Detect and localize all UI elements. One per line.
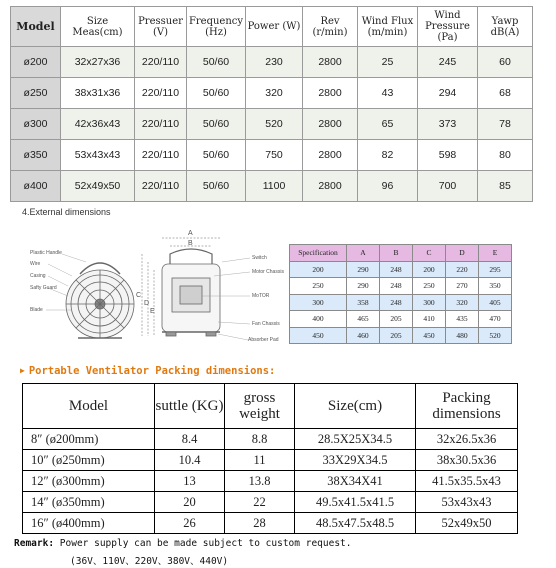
spec-cell: 65 xyxy=(358,109,418,140)
packing-cell: 20 xyxy=(155,492,225,513)
dimension-cell: 205 xyxy=(380,327,413,344)
dimension-cell: 358 xyxy=(347,294,380,311)
spec-cell: 50/60 xyxy=(187,78,246,109)
ventilator-diagram xyxy=(22,226,284,356)
spec-cell: 700 xyxy=(418,171,478,202)
packing-header-cell: gross weight xyxy=(225,384,295,429)
packing-cell: 41.5x35.5x43 xyxy=(416,471,518,492)
dimension-header-row xyxy=(290,245,512,262)
packing-header-row xyxy=(23,384,518,429)
dimension-cell: 290 xyxy=(347,278,380,295)
spec-header-cell: Size Meas(cm) xyxy=(61,7,135,47)
spec-cell: ø400 xyxy=(11,171,61,202)
spec-cell: 220/110 xyxy=(135,78,187,109)
packing-heading-text: Portable Ventilator Packing dimensions: xyxy=(28,365,276,377)
table-row xyxy=(290,327,512,344)
spec-cell: 50/60 xyxy=(187,47,246,78)
spec-header-cell: Model xyxy=(11,7,61,47)
spec-cell: 82 xyxy=(358,140,418,171)
label-dim-b: B xyxy=(188,240,193,247)
table-row xyxy=(23,492,518,513)
packing-header-cell: suttle (KG) xyxy=(155,384,225,429)
dimension-cell: 248 xyxy=(380,278,413,295)
dimension-header-cell: C xyxy=(413,245,446,262)
remark-text: Power supply can be made subject to custom request. xyxy=(59,538,352,549)
table-row xyxy=(23,513,518,534)
label-safety-guard: Safty Guard xyxy=(30,285,57,291)
packing-cell: 28 xyxy=(225,513,295,534)
label-dim-c: C xyxy=(136,292,142,299)
table-row xyxy=(290,294,512,311)
spec-cell: 53x43x43 xyxy=(61,140,135,171)
remark xyxy=(14,538,351,549)
spec-cell: 50/60 xyxy=(187,140,246,171)
spec-cell: 520 xyxy=(246,109,303,140)
spec-header-cell: Frequency (Hz) xyxy=(187,7,246,47)
table-row xyxy=(23,450,518,471)
packing-cell: 33X29X34.5 xyxy=(295,450,416,471)
packing-cell: 48.5x47.5x48.5 xyxy=(295,513,416,534)
dimension-cell: 320 xyxy=(446,294,479,311)
dimension-cell: 200 xyxy=(413,261,446,278)
dimension-header-cell: B xyxy=(380,245,413,262)
dimension-cell: 450 xyxy=(413,327,446,344)
table-row xyxy=(290,311,512,328)
label-motor-chassis: Motor Chassis xyxy=(252,269,284,275)
dimension-cell: 470 xyxy=(479,311,512,328)
spec-cell: 220/110 xyxy=(135,109,187,140)
arrow-right-icon: ▶ xyxy=(20,366,25,375)
packing-cell: 11 xyxy=(225,450,295,471)
spec-header-cell: Yawp dB(A) xyxy=(478,7,533,47)
dimension-cell: 200 xyxy=(290,261,347,278)
spec-cell: 80 xyxy=(478,140,533,171)
packing-cell: 10.4 xyxy=(155,450,225,471)
table-row xyxy=(23,429,518,450)
packing-cell: 53x43x43 xyxy=(416,492,518,513)
spec-cell: 50/60 xyxy=(187,109,246,140)
spec-cell: ø200 xyxy=(11,47,61,78)
packing-cell: 8.8 xyxy=(225,429,295,450)
packing-cell: 13.8 xyxy=(225,471,295,492)
packing-cell: 49.5x41.5x41.5 xyxy=(295,492,416,513)
dimension-cell: 300 xyxy=(290,294,347,311)
spec-cell: 294 xyxy=(418,78,478,109)
dimension-cell: 290 xyxy=(347,261,380,278)
spec-header-cell: Wind Flux (m/min) xyxy=(358,7,418,47)
label-fan-chassis: Fan Chassis xyxy=(252,321,280,327)
dimension-cell: 410 xyxy=(413,311,446,328)
spec-cell: 220/110 xyxy=(135,47,187,78)
spec-cell: 78 xyxy=(478,109,533,140)
spec-cell: 245 xyxy=(418,47,478,78)
packing-header-cell: Size(cm) xyxy=(295,384,416,429)
dimension-cell: 520 xyxy=(479,327,512,344)
table-row xyxy=(23,471,518,492)
label-blade: Blade xyxy=(30,307,43,313)
dimension-header-cell: D xyxy=(446,245,479,262)
spec-cell: 2800 xyxy=(303,171,358,202)
label-casing: Casing xyxy=(30,273,46,279)
table-row xyxy=(290,261,512,278)
spec-cell: 96 xyxy=(358,171,418,202)
spec-cell: 43 xyxy=(358,78,418,109)
dimension-header-cell: A xyxy=(347,245,380,262)
spec-cell: 373 xyxy=(418,109,478,140)
packing-cell: 13 xyxy=(155,471,225,492)
table-row xyxy=(11,78,533,109)
label-dim-e: E xyxy=(150,308,155,315)
packing-cell: 26 xyxy=(155,513,225,534)
packing-cell: 32x26.5x36 xyxy=(416,429,518,450)
label-wire: Wire xyxy=(30,261,41,267)
label-plastic-handle: Plastic Handle xyxy=(30,250,62,256)
dimension-cell: 350 xyxy=(479,278,512,295)
spec-header-cell: Wind Pressure (Pa) xyxy=(418,7,478,47)
spec-cell: ø300 xyxy=(11,109,61,140)
packing-header-cell: Model xyxy=(23,384,155,429)
packing-cell: 16″ (ø400mm) xyxy=(23,513,155,534)
dimension-header-cell: Specification xyxy=(290,245,347,262)
dimension-cell: 400 xyxy=(290,311,347,328)
dimension-cell: 250 xyxy=(413,278,446,295)
spec-cell: 32x27x36 xyxy=(61,47,135,78)
dimension-cell: 220 xyxy=(446,261,479,278)
spec-cell: 2800 xyxy=(303,78,358,109)
spec-header-cell: Rev (r/min) xyxy=(303,7,358,47)
external-dimensions-heading: 4.External dimensions xyxy=(22,207,111,217)
packing-header-cell: Packing dimensions xyxy=(416,384,518,429)
spec-cell: 2800 xyxy=(303,47,358,78)
packing-cell: 52x49x50 xyxy=(416,513,518,534)
dimension-cell: 248 xyxy=(380,261,413,278)
dimension-cell: 460 xyxy=(347,327,380,344)
spec-header-cell: Pressuer (V) xyxy=(135,7,187,47)
spec-cell: 50/60 xyxy=(187,171,246,202)
label-switch: Switch xyxy=(252,255,267,261)
spec-header-row xyxy=(11,7,533,47)
packing-table xyxy=(22,383,518,534)
spec-cell: 52x49x50 xyxy=(61,171,135,202)
spec-cell: ø250 xyxy=(11,78,61,109)
spec-cell: 230 xyxy=(246,47,303,78)
label-dim-d: D xyxy=(144,300,150,307)
spec-cell: 1100 xyxy=(246,171,303,202)
dimension-cell: 465 xyxy=(347,311,380,328)
packing-heading xyxy=(20,365,275,377)
spec-cell: 38x31x36 xyxy=(61,78,135,109)
dimension-cell: 205 xyxy=(380,311,413,328)
spec-cell: 2800 xyxy=(303,109,358,140)
spec-cell: 42x36x43 xyxy=(61,109,135,140)
label-absorber-pad: Absorber Pad xyxy=(248,337,279,343)
dimension-cell: 435 xyxy=(446,311,479,328)
spec-cell: ø350 xyxy=(11,140,61,171)
dimension-cell: 480 xyxy=(446,327,479,344)
dimension-cell: 295 xyxy=(479,261,512,278)
packing-cell: 12″ (ø300mm) xyxy=(23,471,155,492)
dimension-cell: 270 xyxy=(446,278,479,295)
ventilator-drawing xyxy=(22,226,284,356)
packing-cell: 38X34X41 xyxy=(295,471,416,492)
packing-cell: 10″ (ø250mm) xyxy=(23,450,155,471)
spec-cell: 598 xyxy=(418,140,478,171)
spec-table xyxy=(10,6,533,202)
packing-cell: 22 xyxy=(225,492,295,513)
dimension-table xyxy=(289,244,512,344)
packing-cell: 14″ (ø350mm) xyxy=(23,492,155,513)
remark-label: Remark: xyxy=(14,538,55,549)
table-row xyxy=(11,140,533,171)
dimension-cell: 300 xyxy=(413,294,446,311)
table-row xyxy=(11,47,533,78)
spec-cell: 85 xyxy=(478,171,533,202)
spec-cell: 220/110 xyxy=(135,171,187,202)
label-dim-a: A xyxy=(188,230,193,237)
spec-cell: 2800 xyxy=(303,140,358,171)
table-row xyxy=(11,109,533,140)
packing-cell: 8.4 xyxy=(155,429,225,450)
table-row xyxy=(290,278,512,295)
table-row xyxy=(11,171,533,202)
spec-cell: 68 xyxy=(478,78,533,109)
packing-cell: 38x30.5x36 xyxy=(416,450,518,471)
spec-cell: 750 xyxy=(246,140,303,171)
spec-cell: 320 xyxy=(246,78,303,109)
spec-cell: 220/110 xyxy=(135,140,187,171)
dimension-cell: 450 xyxy=(290,327,347,344)
remark-voltages: (36V、110V、220V、380V、440V) xyxy=(70,556,229,567)
packing-cell: 8″ (ø200mm) xyxy=(23,429,155,450)
spec-header-cell: Power (W) xyxy=(246,7,303,47)
packing-cell: 28.5X25X34.5 xyxy=(295,429,416,450)
dimension-cell: 250 xyxy=(290,278,347,295)
label-motor: MoTOR xyxy=(252,293,270,299)
dimension-cell: 248 xyxy=(380,294,413,311)
dimension-header-cell: E xyxy=(479,245,512,262)
spec-cell: 25 xyxy=(358,47,418,78)
spec-cell: 60 xyxy=(478,47,533,78)
dimension-cell: 405 xyxy=(479,294,512,311)
